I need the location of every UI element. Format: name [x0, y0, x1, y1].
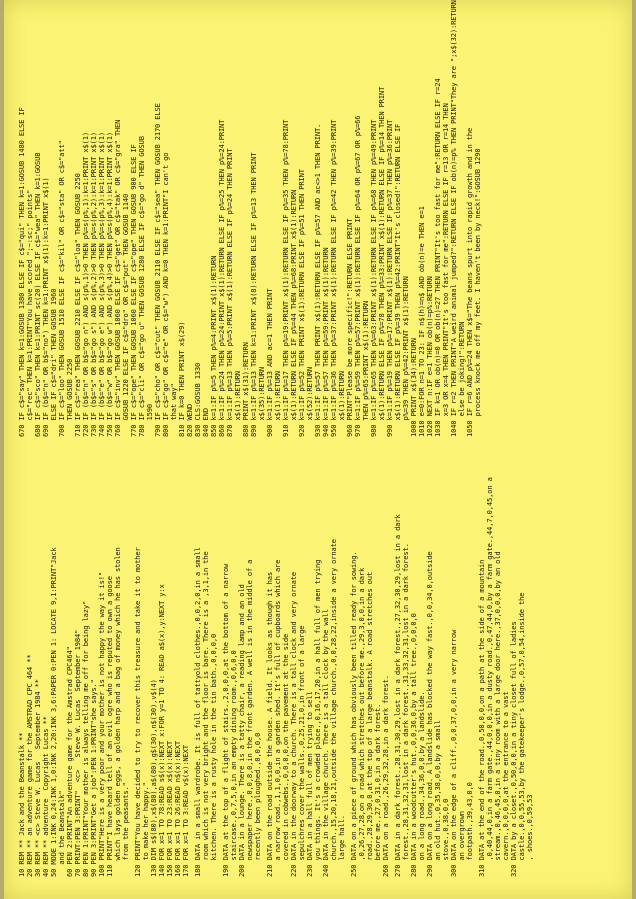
code-line: 80 PEN 1:PRINT"Your mother is always telling me off for being lazy" [81, 600, 90, 877]
code-line: 1000 PRINT x$(34):RETURN [409, 338, 418, 437]
code-line: x$(1):RETURN [233, 371, 242, 437]
code-line: you things. It's a crowded place.,0,16,17,20,in a hall full of men trying [313, 559, 322, 877]
code-line: 960 PRINT"Please be more specific!":RETURN ELSE PRINT [345, 218, 354, 437]
code-line: 210 DATA on the road outside the house. A field. It looks as though it has [265, 572, 274, 877]
code-line: 320 DATA by a closet.,0,50,0,0,in a tiny closet full of ladies [509, 621, 518, 877]
listing-column-left [18, 457, 534, 877]
code-line: 200 DATA in a lounge. There is a tatty chair, a reading lamp and an old [237, 584, 246, 877]
code-line: 40 REM ** adventure Copyright Lucas ** [41, 716, 50, 877]
code-line: 860 k=1:IF p%=24 THEN p%=24:PRINT x$(1):RETURN ELSE IF p%=25 THEN p%=24:PRINT [217, 119, 226, 437]
code-line: 890 k=1:IF p%=13 THEN k=1:PRINT x$(8):RETURN ELSE IF p%=13 THEN PRINT [249, 152, 258, 437]
listing-page [4, 0, 632, 899]
code-line: an overgrown [457, 811, 466, 877]
code-line: 850 k=1:IF p%=5 THEN p%=4:PRINT x$(1):RETURN [209, 255, 218, 437]
code-line: 750 IF (b$="w" OR b$="go w") AND s(p%,4)>0 THEN p%=s(p%,4):k=1:PRINT x$(1) [105, 132, 114, 437]
code-line: 220 DATA in the doorway to a church. There is a tall clock and very ornate [289, 572, 298, 877]
code-line: 20 REM ** an adventure game for the AMSTRAD CPC 464 ** [25, 654, 34, 877]
code-line: 1010 e=0:FOR n=1 TO 23: IF n$(h)=n$ AND ob(n)=e THEN e=1 [417, 206, 426, 437]
code-line: 800 IF c$="go" OR c$="e" OR c$="w") AND k=0 THEN k=1:PRINT"I can't go [161, 152, 170, 437]
code-line: 810 IF k=0 THEN PRINT x$(29) [177, 321, 186, 437]
code-line: 260 DATA on a road.,26,29,32,28,in a dark forest. [381, 675, 390, 877]
code-line: 100 PRINT"Here is a very poor and your mother is not happy the way it is!" [97, 572, 106, 877]
code-line: to make her happy." [141, 782, 150, 877]
code-line: 150 FOR x=1 TO 23:READ x$(x):NEXT [165, 741, 174, 877]
code-line: p%=39 THEN p%=42:PRINT x$(1):RETURN [401, 276, 410, 437]
code-line: 700 IF c$="loo" THEN GOSUB 1510 ELSE IF c$="kil" OR c$="sta" OR c$="att" [57, 140, 66, 437]
code-line: GOSUB 1220 ELSE IF c$="dro" OR c$="put" THEN GOSUB 1140 [121, 193, 130, 437]
code-line: 680 IF c$="sco" THEN k=1:PRINT sc(20) ELSE IF c$="wea" THEN k=1:GOSUB [33, 152, 42, 437]
code-line: 670 IF c$="say" THEN k=1:GOSUB 1380 ELSE IF c$="qui" THEN k=1:GOSUB 1480 ELSE IF [17, 107, 26, 437]
code-line: forest.,28,31,32,31,lost in a dark forest.,31,33,32,31,lost in a dark forest. [401, 543, 410, 877]
code-line: which lays golden eggs, a golden harp and a bag of money which he has stolen [113, 547, 122, 877]
code-line: 830 CLS:GOSUB 1330 [193, 362, 202, 437]
code-line: 1030 IF k=1 OR ob(n)=0 OR ob(n)=27 THEN PRINT"It's too fast for me":RETURN ELSE IF r=24 [433, 78, 442, 437]
code-line: sepulchres cover the walls.,0,25,21,0,in front of a large [297, 625, 306, 877]
code-line: church.,15,20,18,21,outside the village church.,0,0,28,22,inside a very ornate [329, 539, 338, 877]
code-line: , shoes.,0,59,53 [525, 794, 534, 877]
code-line: 770 IF c$="ope" THEN GOSUB 1060 ELSE IF c$="ope" THEN GOSUB 900 ELSE IF [129, 144, 138, 437]
code-line: THEN p%=65:PRINT x$(1):RETURN [361, 301, 370, 437]
code-line: process knock me off my feet. I haven't been by neck!":GOSUB 1290 [473, 148, 482, 437]
code-line: 760 IF c$="inv" THEN GOSUB 1060 ELSE IF c$="get" OR c$="tak" OR c$="gra" THEN [113, 119, 122, 437]
code-line: and the Beanstalk" [57, 790, 66, 877]
code-line: 310 DATA at the end of the road.,0,50,0,0,on a path at the side of a mountain [477, 559, 486, 877]
code-line: x$(35):RETURN [257, 366, 266, 437]
code-line: 840 END [201, 408, 210, 437]
code-line: stream.,0,46,45,0,in a tiny room with a large door here.,37,0,0,0,by an old [493, 551, 502, 877]
code-line: 790 IF c$="cho" OR c$="cut" THEN GOSUB 2110 ELSE IF c$="sea" THEN GOSUB 2170 ELSE [153, 103, 162, 437]
code-line: 120 PRINT"You have decided to try to recover this treasure and take it to mother [133, 547, 142, 877]
code-line: 820 WEND [185, 404, 194, 437]
code-line: 970 k=1:IF p%=59 THEN p%=57:PRINT x$(1):RETURN ELSE IF p%=64 OR p%=67 OR p%=66 [353, 115, 362, 437]
code-line: 130 DIM s$(80),x$(80),a$(80),g$(30),n$(30),v$(4) [149, 679, 158, 877]
code-line: 910 k=1:IF p%=17 THEN p%=19:PRINT x$(1):RETURN ELSE IF p%=35 THEN p%=78:PRINT [281, 119, 290, 437]
code-line: 90 PEN 3:PRINT"Get a job":PEN 1:PRINT"she says." [89, 679, 98, 877]
code-line: 740 IF (b$="e" OR b$="go e") AND s(p%,3)>0 THEN p%=s(p%,3):k=1:PRINT x$(1) [97, 132, 106, 437]
rotated-listing [4, 0, 632, 899]
code-line: before me.,27,0,31,0,in a dark forest. [373, 703, 382, 877]
code-line: 230 DATA in a hall full of men trying to sell [305, 691, 314, 877]
code-line: 250 DATA on a piece of ground which has obviously been tilled ready for sowing. [349, 551, 358, 877]
code-line: ELSE IF c$="dri" THEN GOSUB 1960 [49, 288, 58, 437]
code-line: 140 FOR x=1 TO 78:READ s$(x):NEXT x:FOR y=1 TO 4: READ a$(x),y:NEXT y:x [157, 584, 166, 877]
code-line: 10 REM ** Jack and the Beanstalk ** [17, 732, 26, 877]
code-line: ,0,40,44,0,in a farm gate.,44,0,0,0,in a dusty road.,0,47,44,0,by a farm gate.,44,7,0,45,on a [485, 477, 494, 877]
code-line: 70 PRINT:PEN 3:PRINT" <c> Steve W. Lucas September 1984" [73, 629, 82, 877]
code-line: footpath.,39,43,0,0 [465, 782, 474, 877]
code-line: 240 DATA in the village church. There is a tall clock by the wall [321, 609, 330, 877]
code-line: newspaper here.,0,0,8,0,in the front garden. A well is in the middle of a [245, 559, 254, 877]
code-line: staircase.,0,7,5,0,in an empty dining room.,0,6,0,0 [229, 650, 238, 877]
code-line: THEN GOSUB 2250 [65, 358, 74, 437]
code-line: 870 k=1:IF p%=13 THEN p%=5:PRINT x$(1):RETURN ELSE IF p%=24 THEN PRINT [225, 148, 234, 437]
code-line: 930 k=1:IF p%=57 THEN PRINT x$(1):RETURN ELSE IF p%=57 AND ac<>1 THEN PRINT. [313, 123, 322, 437]
code-line: 190 DATA at the top of a flight of stairs.,2,0,0,0,at the bottom of a narrow [221, 563, 230, 877]
code-line: large hall. [337, 815, 346, 877]
code-line: x$(1):RETURN ELSE IF p%=78 THEN p%=33:PRINT x$(1):RETURN ELSE IF p%=14 THEN PRINT [377, 86, 386, 437]
code-line: 290 DATA on a long road. A landslide has blocked the way fast.,0,0,34,0,outside [425, 551, 434, 877]
code-line: 780 IF c$="cli" OR c$="go u" THEN GOSUB 1280 ELSE IF c$="go d" THEN GOSUB [137, 136, 146, 437]
code-line: else be joking!":RETURN [457, 321, 466, 437]
code-line: 720 IF (b$="n" OR b$="go n") AND s(p%,1)>0 THEN p%=s(p%,1):k=1:PRINT x$(1) [81, 132, 90, 437]
code-line: an old hut.,0,35,38,0,0,by a small [433, 720, 442, 877]
code-line: x$(52):RETURN [305, 366, 314, 437]
code-line: 880 PRINT x$(31):RETURN [241, 342, 250, 437]
code-line: on a long road.,34,36,0,0,by a landslide. [417, 691, 426, 877]
code-line: 900 k=1:IF p%=13 AND ac=1 THEN PRINT [265, 288, 274, 437]
code-line: 270 DATA in a dark forest.,28,31,30,29,lost in a dark forest.,27,32,30,29,lost in a dark [393, 514, 402, 877]
code-line: x$(1):RETURN ELSE IF p%=44 THEN p%=68:PRINT x$(1):RETURN [289, 189, 298, 437]
code-line: castle.,0,0,55,53,by the gatekeeper's lodge.,0,57,0,54,inside the [517, 592, 526, 877]
code-line: 1040 IF r=2 THEN PRINT"A weird animal jumped?":RETURN ELSE IF ob(n)=p% THEN PRINT"They are ";x$(32):RETURN [449, 0, 458, 437]
code-line: room which is not very bright and the floor is bare. There is a ,3,1,in the [201, 551, 210, 877]
listing-column-right [17, 0, 482, 437]
code-line: a narrow road.,1,1,0,0,in a garden shed. It's full of cupboards which are [273, 559, 282, 877]
code-line: x$(1):RETURN [273, 371, 282, 437]
code-line: cavern.,0,0,0,0,at the entrance to a vast [501, 691, 510, 877]
code-line: road.,28,29,30,0,at the top of a large beanstalk. A road stretches out [365, 572, 374, 877]
code-line: 180 DATA in a small wardrobe. It is full of tattyold clothes.,0,0,2,0,in a small [193, 547, 202, 877]
code-line: 60 PEN 2:PRINT"An adventure game for the Amstrad CPC464" [65, 646, 74, 877]
code-line: 170 FOR x=1 TO 3:READ v$(x):NEXT [181, 745, 190, 877]
code-line: x$(1):RETURN [337, 371, 346, 437]
code-line: 280 DATA in a woodcutter's hut.,0,0,36,0,by a tall tree.,0,0,0,0 [409, 613, 418, 877]
code-line: 1020 NEXT n:IF e=1 THEN ob(n)=p%:RETURN [425, 276, 434, 437]
code-line: 980 k=1:IF p%=65 THEN p%=63:PRINT x$(1):RETURN ELSE IF p%=68 THEN p%=49:PRINT [369, 119, 378, 437]
code-line: x=3 OR x=4 THEN PRINT"It's too fast for me":RETURN ELSE IF r=13 OR r=14 THEN [441, 103, 450, 437]
code-line: 950 k=1:IF p%=36 THEN p%=37:PRINT x$(1):RETURN ELSE IF p%=42 THEN p%=39:PRINT [329, 119, 338, 437]
code-line: 110 PRINT"I have heard tell of an evil ogre who is reputed to own a goose [105, 576, 114, 877]
code-line: c$="rec" THEN k=1:PRINT"You have scored ";~:sc;" points" [25, 189, 34, 437]
code-line: 1590 [145, 404, 154, 437]
code-line: 730 IF (b$="s" OR b$="go s") AND s(p%,2)>0 THEN p%=s(p%,2):k=1:PRINT x$(1) [89, 132, 98, 437]
code-line: covered in cobwebs.,0,0,0,0,on the pavement at the side [281, 633, 290, 877]
code-line: that way" [169, 383, 178, 437]
code-line: 710 IF c$="rea" THEN GOSUB 2210 ELSE IF c$="loa" THEN GOSUB 2250 [73, 173, 82, 437]
code-line: 160 FOR x=1 TO 26:READ n$(x):NEXT [173, 741, 182, 877]
code-line: 1050 IF r=6 AND p%=24 THEN x$="The beans spurt into rapid growth and in the [465, 127, 474, 437]
code-line: 30 REM ** <c> Steve W. Lucas September 1984 ** [33, 679, 42, 877]
code-line: 940 k=1:IF p%=57 THEN p%=59:PRINT x$(1):RETURN [321, 247, 330, 437]
code-line: 300 DATA on the edge of a cliff.,0,0,37,0,0,in a very narrow [449, 629, 458, 877]
code-line: 50 MODE 1:INK 0,24:INK 1,0:INK 2,20:INK 3,6:PAPER 0:PEN 1: LOCATE 9,1:PRINT"Jack [49, 547, 58, 877]
code-line: stove.,0,38,0,0 [441, 798, 450, 877]
code-line: 920 k=1:IF p%=52 THEN PRINT x$(1):RETURN ELSE IF p%=51 THEN PRINT [297, 169, 306, 437]
code-line: recently been ploughed.,0,0,0,0 [253, 732, 262, 877]
code-line: 990 k=1:IF p%=19 THEN p%=17:PRINT x$(1):RETURN ELSE IF p%=37 THEN p%=36:PRINT [385, 119, 394, 437]
code-line: 690 IF (b$="n" OR b$="no") THEN k=1:PRINT x$(1):k=1:PRINT x$(1) [41, 177, 50, 437]
code-line: x$(1):RETURN ELSE IF p%=39 THEN p%=42:PRINT"It's closed!":RETURN ELSE IF [393, 123, 402, 437]
code-line: from the peasants." [121, 782, 130, 877]
code-line: kitchen. There is a rusty hole in the tin bath.,0,0,0,0 [209, 633, 218, 877]
code-line: ,0,26,27,28,on a road which stretches out before me.,29,3,0,0,in a dark [357, 567, 366, 877]
